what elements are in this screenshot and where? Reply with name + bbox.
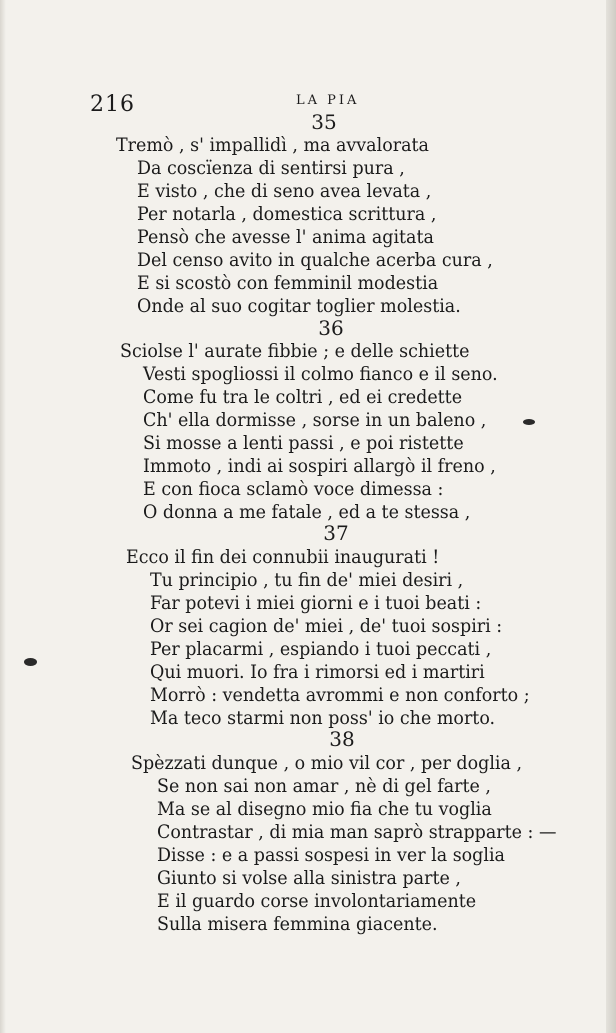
stanza-number: 36 [318, 316, 344, 340]
stanza-number: 38 [329, 727, 355, 751]
verse-line: E il guardo corse involontariamente [157, 890, 477, 912]
verse-line: Ch' ella dormisse , sorse in un baleno , [143, 409, 487, 431]
verse-line: E visto , che di seno avea levata , [137, 180, 432, 202]
verse-line: Sulla misera femmina giacente. [157, 913, 438, 935]
verse-line: Pensò che avesse l' anima agitata [137, 226, 434, 248]
verse-line: Ecco il fin dei connubii inaugurati ! [126, 546, 440, 568]
page-number: 216 [90, 92, 135, 117]
verse-line: O donna a me fatale , ed a te stessa , [143, 501, 471, 523]
verse-line: Onde al suo cogitar toglier molestia. [137, 295, 461, 317]
verse-line: Del censo avito in qualche acerba cura , [137, 249, 493, 271]
verse-line: Giunto si volse alla sinistra parte , [157, 867, 461, 889]
verse-line: Vesti spogliossi il colmo fianco e il seno. [143, 363, 498, 385]
stanza-number: 37 [323, 521, 349, 545]
page-edge [606, 0, 616, 1033]
verse-line: Se non sai non amar , nè di gel farte , [157, 775, 491, 797]
verse-line: E si scostò con femminil modestia [137, 272, 439, 294]
verse-line: Qui muori. Io fra i rimorsi ed i martiri [150, 661, 485, 683]
verse-line: Ma se al disegno mio fia che tu voglia [157, 798, 492, 820]
verse-line: Tu principio , tu fin de' miei desiri , [150, 569, 464, 591]
page-gutter-shadow [0, 0, 6, 1033]
verse-line: Ma teco starmi non poss' io che morto. [150, 707, 496, 729]
ink-blot-mark [24, 658, 37, 666]
verse-line: Disse : e a passi sospesi in ver la soglia [157, 844, 505, 866]
verse-line: Per notarla , domestica scrittura , [137, 203, 437, 225]
verse-line: E con fioca sclamò voce dimessa : [143, 478, 444, 500]
verse-line: Far potevi i miei giorni e i tuoi beati : [150, 592, 482, 614]
running-title: LA PIA [296, 93, 360, 108]
stanza-number: 35 [311, 110, 337, 134]
verse-line: Da coscïenza di sentirsi pura , [137, 157, 405, 179]
verse-line: Immoto , indi ai sospiri allargò il freno , [143, 455, 496, 477]
verse-line: Per placarmi , espiando i tuoi peccati , [150, 638, 492, 660]
verse-line: Sciolse l' aurate fibbie ; e delle schiette [120, 340, 470, 362]
verse-line: Tremò , s' impallidì , ma avvalorata [116, 134, 429, 156]
verse-line: Si mosse a lenti passi , e poi ristette [143, 432, 464, 454]
verse-line: Morrò : vendetta avrommi e non conforto ; [150, 684, 530, 706]
verse-line: Spèzzati dunque , o mio vil cor , per doglia , [131, 752, 523, 774]
verse-line: Contrastar , di mia man saprò strapparte : — [157, 821, 557, 843]
verse-line: Or sei cagion de' miei , de' tuoi sospiri : [150, 615, 503, 637]
verse-line: Come fu tra le coltri , ed ei credette [143, 386, 463, 408]
ink-blot-mark [523, 419, 535, 425]
